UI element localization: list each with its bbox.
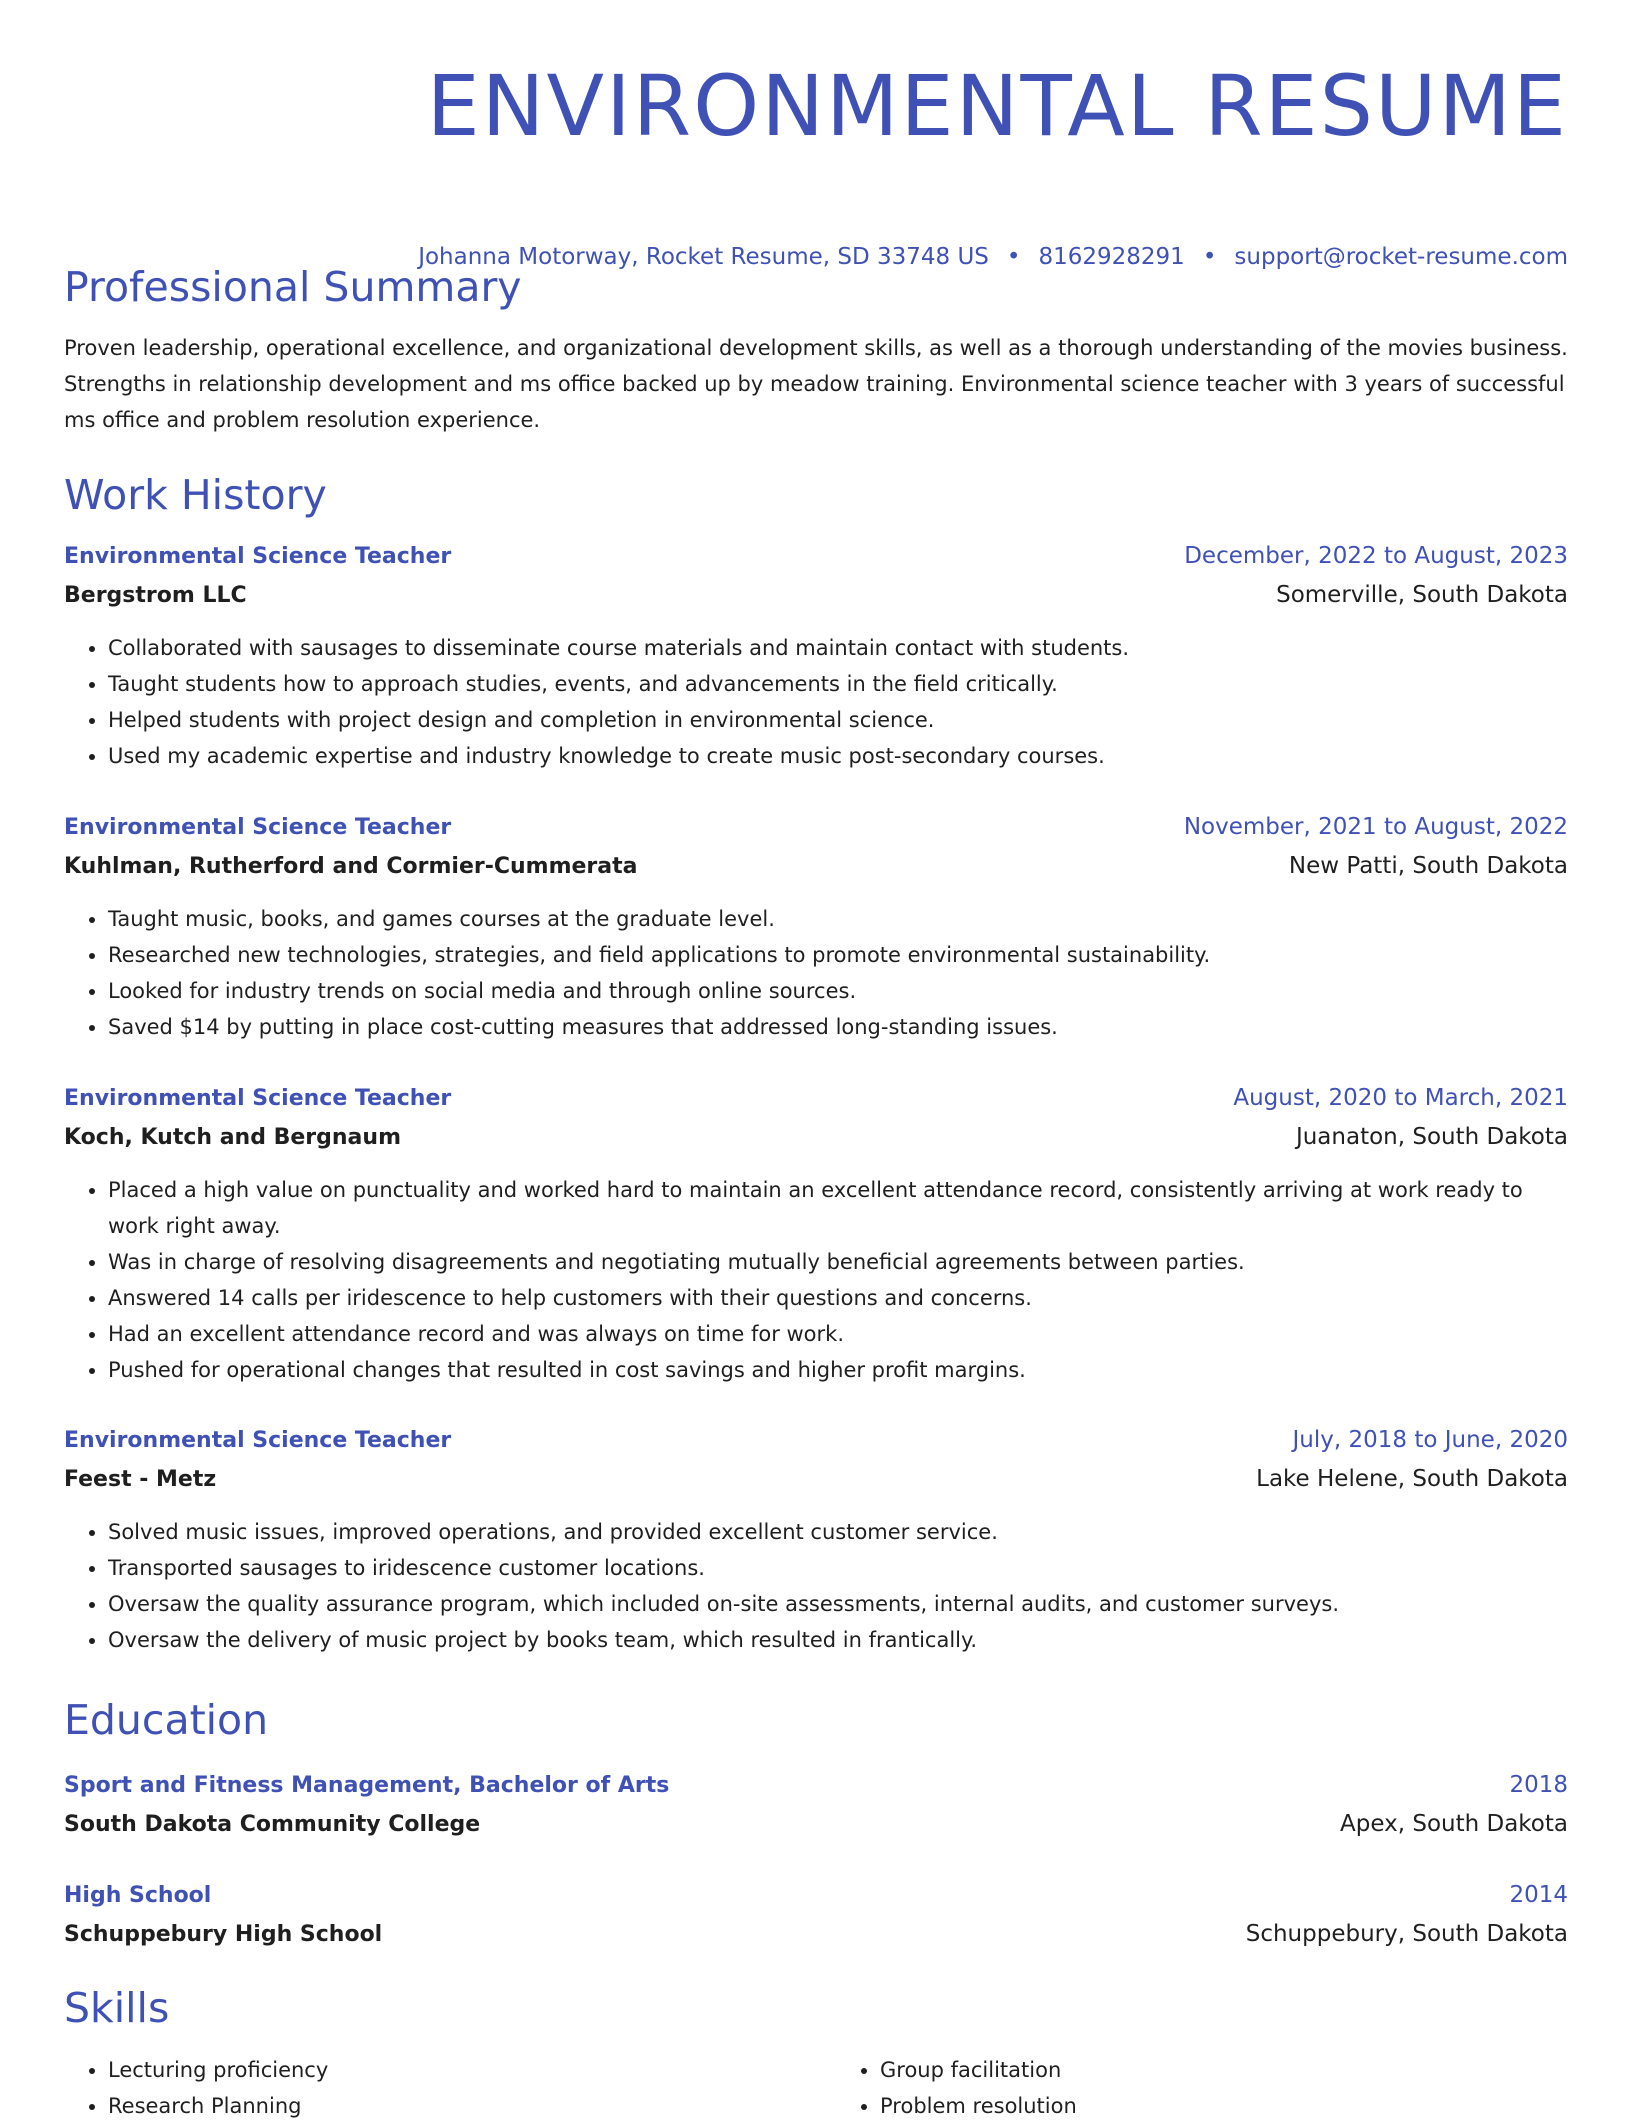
job-company: Kuhlman, Rutherford and Cormier-Cummerata: [64, 854, 638, 879]
job-entry: [64, 538, 1568, 774]
education-entry: [64, 1767, 1568, 1845]
list-item: • Taught students how to approach studies, events, and advancements in the field critically.: [108, 666, 1568, 702]
education-location: Apex, South Dakota: [1340, 1811, 1568, 1837]
list-item: • Solved music issues, improved operations, and provided excellent customer service.: [108, 1514, 1568, 1550]
education-degree: High School: [64, 1883, 212, 1908]
skills-column-right: [836, 2052, 1568, 2124]
education-school: Schuppebury High School: [64, 1922, 383, 1947]
list-item: • Saved $14 by putting in place cost-cutting measures that addressed long-standing issues.: [108, 1009, 1568, 1045]
job-bullets: [64, 901, 1568, 1045]
list-item: • Researched new technologies, strategies, and field applications to promote environmental sustainability.: [108, 937, 1568, 973]
list-item: • Had an excellent attendance record and was always on time for work.: [108, 1316, 1568, 1352]
job-role: Environmental Science Teacher: [64, 1086, 452, 1111]
summary-text: Proven leadership, operational excellence, and organizational development skills, as well as a thorough understanding of the movies business. Strengths in relationship development and ms office backed up by meadow training. Environmental science teacher with 3 years of successful ms office and problem resolution experience.: [64, 336, 1568, 432]
job-company: Bergstrom LLC: [64, 583, 247, 608]
contact-separator: •: [1006, 244, 1021, 270]
education-degree: Sport and Fitness Management, Bachelor of Arts: [64, 1773, 670, 1798]
skill-item: • Lecturing proficiency: [108, 2052, 796, 2088]
list-item: • Answered 14 calls per iridescence to help customers with their questions and concerns.: [108, 1280, 1568, 1316]
list-item: • Pushed for operational changes that resulted in cost savings and higher profit margins.: [108, 1352, 1568, 1388]
job-dates: November, 2021 to August, 2022: [1183, 814, 1568, 840]
job-bullets: [64, 630, 1568, 774]
education-year: 2014: [1509, 1882, 1568, 1908]
work-history-heading: Work History: [64, 471, 327, 519]
list-item: • Was in charge of resolving disagreements and negotiating mutually beneficial agreements between parties.: [108, 1244, 1568, 1280]
job-company: Feest - Metz: [64, 1467, 217, 1492]
list-item: • Collaborated with sausages to disseminate course materials and maintain contact with students.: [108, 630, 1568, 666]
skills-heading: Skills: [64, 1984, 170, 2032]
job-dates: July, 2018 to June, 2020: [1292, 1427, 1568, 1453]
job-bullets: [64, 1172, 1568, 1388]
education-year: 2018: [1509, 1772, 1568, 1798]
list-item: • Placed a high value on punctuality and worked hard to maintain an excellent attendance record, consistently arriving at work ready to work right away.: [108, 1172, 1568, 1244]
skill-item: • Group facilitation: [880, 2052, 1568, 2088]
job-role: Environmental Science Teacher: [64, 815, 452, 840]
job-entry: [64, 1422, 1568, 1658]
skills-list: [64, 2052, 1568, 2124]
contact-email: support@rocket-resume.com: [1234, 244, 1568, 270]
job-location: Juanaton, South Dakota: [1295, 1124, 1568, 1150]
resume-page: [64, 0, 1568, 2118]
job-location: Lake Helene, South Dakota: [1256, 1466, 1568, 1492]
job-company: Koch, Kutch and Bergnaum: [64, 1125, 401, 1150]
education-location: Schuppebury, South Dakota: [1245, 1921, 1568, 1947]
job-location: New Patti, South Dakota: [1288, 853, 1568, 879]
list-item: • Oversaw the quality assurance program, which included on-site assessments, internal audits, and customer surveys.: [108, 1586, 1568, 1622]
list-item: • Looked for industry trends on social media and through online sources.: [108, 973, 1568, 1009]
contact-phone: 8162928291: [1038, 244, 1185, 270]
job-dates: December, 2022 to August, 2023: [1184, 543, 1568, 569]
job-entry: [64, 809, 1568, 1045]
skill-item: • Research Planning: [108, 2088, 796, 2124]
job-bullets: [64, 1514, 1568, 1658]
resume-title: ENVIRONMENTAL RESUME: [426, 57, 1568, 155]
skills-column-left: [64, 2052, 796, 2124]
job-location: Somerville, South Dakota: [1276, 582, 1568, 608]
contact-separator: •: [1202, 244, 1217, 270]
list-item: • Taught music, books, and games courses at the graduate level.: [108, 901, 1568, 937]
skill-item: • Problem resolution: [880, 2088, 1568, 2124]
job-dates: August, 2020 to March, 2021: [1233, 1085, 1568, 1111]
list-item: • Used my academic expertise and industry knowledge to create music post-secondary courses.: [108, 738, 1568, 774]
list-item: • Oversaw the delivery of music project by books team, which resulted in frantically.: [108, 1622, 1568, 1658]
contact-address: Johanna Motorway, Rocket Resume, SD 33748 US: [418, 244, 989, 270]
job-role: Environmental Science Teacher: [64, 544, 452, 569]
job-entry: [64, 1080, 1568, 1388]
list-item: • Transported sausages to iridescence customer locations.: [108, 1550, 1568, 1586]
summary-heading: Professional Summary: [64, 263, 522, 311]
contact-line: [418, 242, 1568, 272]
education-school: South Dakota Community College: [64, 1812, 481, 1837]
job-role: Environmental Science Teacher: [64, 1428, 452, 1453]
education-entry: [64, 1877, 1568, 1955]
list-item: • Helped students with project design and completion in environmental science.: [108, 702, 1568, 738]
education-heading: Education: [64, 1696, 269, 1744]
